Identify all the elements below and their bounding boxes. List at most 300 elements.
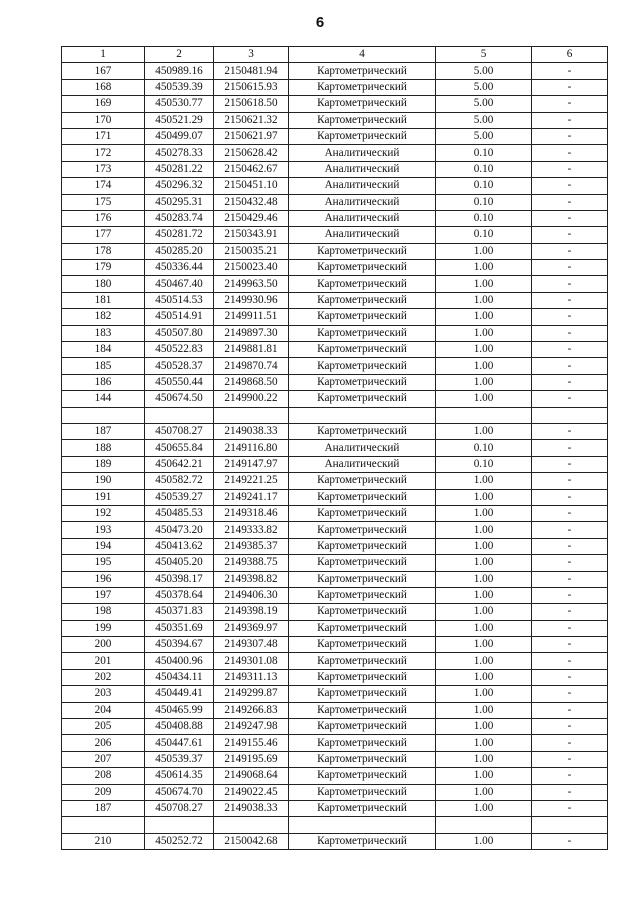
table-cell: 182 (62, 309, 145, 325)
table-cell: 0.10 (436, 178, 532, 194)
table-cell (214, 817, 289, 833)
table-cell: 169 (62, 96, 145, 112)
table-cell: Картометрический (289, 555, 436, 571)
table-cell: 5.00 (436, 79, 532, 95)
table-cell: - (532, 620, 608, 636)
table-cell: 2149266.83 (214, 702, 289, 718)
table-cell: Картометрический (289, 374, 436, 390)
table-cell: - (532, 178, 608, 194)
column-header: 5 (436, 47, 532, 63)
table-cell: 450467.40 (145, 276, 214, 292)
table-cell: 450351.69 (145, 620, 214, 636)
table-cell: Картометрический (289, 260, 436, 276)
table-cell: 2150451.10 (214, 178, 289, 194)
table-cell: 2149221.25 (214, 473, 289, 489)
table-cell: Картометрический (289, 522, 436, 538)
table-row (62, 669, 608, 685)
table-cell: - (532, 456, 608, 472)
table-row (62, 784, 608, 800)
table-row (62, 604, 608, 620)
table-cell: 450530.77 (145, 96, 214, 112)
table-cell: 175 (62, 194, 145, 210)
table-cell: 1.00 (436, 604, 532, 620)
table-cell: Картометрический (289, 604, 436, 620)
table-cell: 5.00 (436, 112, 532, 128)
table-cell: 2149911.51 (214, 309, 289, 325)
table-cell: 180 (62, 276, 145, 292)
table-cell: 1.00 (436, 325, 532, 341)
table-cell: 168 (62, 79, 145, 95)
table-cell: Картометрический (289, 702, 436, 718)
table-cell: 1.00 (436, 522, 532, 538)
table-row (62, 637, 608, 653)
table-cell: Картометрический (289, 489, 436, 505)
table-row (62, 505, 608, 521)
table-cell: - (532, 112, 608, 128)
table-cell: 0.10 (436, 145, 532, 161)
column-header: 4 (289, 47, 436, 63)
table-cell: Картометрический (289, 620, 436, 636)
table-cell: - (532, 686, 608, 702)
table-cell: - (532, 555, 608, 571)
table-cell: 2149881.81 (214, 342, 289, 358)
table-cell: 2150429.46 (214, 210, 289, 226)
table-cell: 171 (62, 128, 145, 144)
table-row (62, 178, 608, 194)
table-row (62, 342, 608, 358)
table-cell: Картометрический (289, 391, 436, 407)
table-cell: 450522.83 (145, 342, 214, 358)
table-cell (62, 407, 145, 423)
table-cell: 1.00 (436, 358, 532, 374)
table-cell: Картометрический (289, 719, 436, 735)
table-cell: 450278.33 (145, 145, 214, 161)
column-header: 1 (62, 47, 145, 63)
table-cell: 2149900.22 (214, 391, 289, 407)
table-cell: 2149038.33 (214, 423, 289, 439)
table-cell: Картометрический (289, 63, 436, 79)
coordinates-table (61, 46, 608, 850)
table-cell: - (532, 800, 608, 816)
table-cell: 2149868.50 (214, 374, 289, 390)
table-cell (289, 407, 436, 423)
table-cell: 2150628.42 (214, 145, 289, 161)
table-cell: Картометрический (289, 473, 436, 489)
table-cell: 450447.61 (145, 735, 214, 751)
table-cell: - (532, 391, 608, 407)
table-cell: 1.00 (436, 374, 532, 390)
table-row (62, 735, 608, 751)
table-cell: 2150618.50 (214, 96, 289, 112)
table-cell: Картометрический (289, 128, 436, 144)
table-cell: Картометрический (289, 423, 436, 439)
table-cell: 2149022.45 (214, 784, 289, 800)
table-cell: - (532, 128, 608, 144)
table-cell: 191 (62, 489, 145, 505)
table-cell: Картометрический (289, 112, 436, 128)
table-cell: Картометрический (289, 637, 436, 653)
table-row (62, 325, 608, 341)
table-cell: 2150621.32 (214, 112, 289, 128)
table-cell: - (532, 63, 608, 79)
table-cell (145, 407, 214, 423)
table-cell: - (532, 719, 608, 735)
page-number: 6 (315, 14, 325, 31)
table-row (62, 653, 608, 669)
table-cell: 2149388.75 (214, 555, 289, 571)
table-cell: - (532, 637, 608, 653)
table-row (62, 112, 608, 128)
table-cell: 450285.20 (145, 243, 214, 259)
table-cell: 450989.16 (145, 63, 214, 79)
table-cell: 209 (62, 784, 145, 800)
table-cell: 450528.37 (145, 358, 214, 374)
table-cell: - (532, 768, 608, 784)
table-cell: - (532, 96, 608, 112)
table-cell: 450514.91 (145, 309, 214, 325)
table-row (62, 145, 608, 161)
table-cell: 2149963.50 (214, 276, 289, 292)
table-cell: Картометрический (289, 653, 436, 669)
table-cell: 174 (62, 178, 145, 194)
table-cell: - (532, 505, 608, 521)
table-cell: 187 (62, 800, 145, 816)
table-cell: Картометрический (289, 735, 436, 751)
table-cell: - (532, 210, 608, 226)
table-cell: 172 (62, 145, 145, 161)
table-cell: 2149318.46 (214, 505, 289, 521)
column-header: 6 (532, 47, 608, 63)
table-cell: 200 (62, 637, 145, 653)
table-cell: Картометрический (289, 309, 436, 325)
table-cell: 5.00 (436, 63, 532, 79)
table-cell: - (532, 292, 608, 308)
table-cell: 1.00 (436, 391, 532, 407)
table-cell: Картометрический (289, 325, 436, 341)
table-cell: 1.00 (436, 555, 532, 571)
table-cell: Картометрический (289, 800, 436, 816)
table-cell: - (532, 522, 608, 538)
table-cell: Картометрический (289, 587, 436, 603)
table-cell: - (532, 194, 608, 210)
table-cell: 450434.11 (145, 669, 214, 685)
table-cell: 450371.83 (145, 604, 214, 620)
table-cell: 183 (62, 325, 145, 341)
table-row (62, 423, 608, 439)
table-cell: 450614.35 (145, 768, 214, 784)
table-row (62, 702, 608, 718)
table-cell: 2149369.97 (214, 620, 289, 636)
table-cell: 210 (62, 833, 145, 849)
table-cell: 179 (62, 260, 145, 276)
table-cell: 450674.70 (145, 784, 214, 800)
table-cell: - (532, 587, 608, 603)
table-cell: 450655.84 (145, 440, 214, 456)
table-cell: 201 (62, 653, 145, 669)
table-cell: Картометрический (289, 96, 436, 112)
table-body (62, 63, 608, 850)
table-cell: 2149241.17 (214, 489, 289, 505)
table-cell: Картометрический (289, 292, 436, 308)
table-cell: Картометрический (289, 751, 436, 767)
table-row (62, 79, 608, 95)
table-cell: Картометрический (289, 505, 436, 521)
table-row (62, 800, 608, 816)
table-cell: 167 (62, 63, 145, 79)
table-cell: 1.00 (436, 735, 532, 751)
table-row (62, 571, 608, 587)
table-cell: 2149299.87 (214, 686, 289, 702)
table-cell: Аналитический (289, 210, 436, 226)
table-row (62, 276, 608, 292)
table-cell: 450582.72 (145, 473, 214, 489)
table-cell: 1.00 (436, 702, 532, 718)
table-cell: 1.00 (436, 260, 532, 276)
table-cell: Картометрический (289, 784, 436, 800)
table-cell: 1.00 (436, 423, 532, 439)
table-cell: 1.00 (436, 719, 532, 735)
table-cell: Картометрический (289, 358, 436, 374)
table-cell: 450378.64 (145, 587, 214, 603)
table-cell: Картометрический (289, 571, 436, 587)
table-cell: 195 (62, 555, 145, 571)
table-cell: 450485.53 (145, 505, 214, 521)
table-cell: 197 (62, 587, 145, 603)
table-cell: 2149406.30 (214, 587, 289, 603)
table-cell: 450539.39 (145, 79, 214, 95)
table-cell: 0.10 (436, 210, 532, 226)
table-cell: 189 (62, 456, 145, 472)
table-cell: 1.00 (436, 620, 532, 636)
table-cell: Аналитический (289, 161, 436, 177)
table-cell: 450539.27 (145, 489, 214, 505)
table-cell: Картометрический (289, 768, 436, 784)
table-cell: 0.10 (436, 194, 532, 210)
table-cell: 1.00 (436, 637, 532, 653)
table-cell: 1.00 (436, 243, 532, 259)
table-cell: 1.00 (436, 276, 532, 292)
table-cell: - (532, 751, 608, 767)
table-cell (532, 817, 608, 833)
table-cell: 450398.17 (145, 571, 214, 587)
table-cell: - (532, 440, 608, 456)
table-row (62, 96, 608, 112)
table-cell: Картометрический (289, 833, 436, 849)
table-cell: 450413.62 (145, 538, 214, 554)
table-cell: 450642.21 (145, 456, 214, 472)
table-row (62, 210, 608, 226)
table-cell: - (532, 227, 608, 243)
table-row (62, 522, 608, 538)
table-cell: 1.00 (436, 309, 532, 325)
table-cell: 1.00 (436, 342, 532, 358)
table-row (62, 587, 608, 603)
table-cell: 205 (62, 719, 145, 735)
table-row (62, 440, 608, 456)
table-cell: 450539.37 (145, 751, 214, 767)
table-cell (436, 407, 532, 423)
table-cell: 450499.07 (145, 128, 214, 144)
table-row (62, 161, 608, 177)
table-cell: 2150432.48 (214, 194, 289, 210)
table-cell: - (532, 735, 608, 751)
table-row (62, 194, 608, 210)
table-cell: 192 (62, 505, 145, 521)
table-cell: - (532, 653, 608, 669)
table-cell: 450252.72 (145, 833, 214, 849)
table-cell: 0.10 (436, 161, 532, 177)
table-cell: 450473.20 (145, 522, 214, 538)
table-row (62, 751, 608, 767)
table-cell: 450400.96 (145, 653, 214, 669)
table-row (62, 243, 608, 259)
table-cell: 2149311.13 (214, 669, 289, 685)
table-cell: 199 (62, 620, 145, 636)
table-cell: - (532, 784, 608, 800)
table-cell: 450408.88 (145, 719, 214, 735)
table-cell: 1.00 (436, 751, 532, 767)
table-cell: 2149301.08 (214, 653, 289, 669)
table-cell: 450708.27 (145, 423, 214, 439)
table-cell: 206 (62, 735, 145, 751)
table-cell: - (532, 325, 608, 341)
table-cell: 450514.53 (145, 292, 214, 308)
table-cell: Картометрический (289, 276, 436, 292)
table-cell: - (532, 342, 608, 358)
table-cell: 1.00 (436, 833, 532, 849)
table-cell: 181 (62, 292, 145, 308)
table-cell: 2150462.67 (214, 161, 289, 177)
table-cell: 450507.80 (145, 325, 214, 341)
table-cell: 1.00 (436, 587, 532, 603)
table-cell: 450465.99 (145, 702, 214, 718)
table-cell: 2149116.80 (214, 440, 289, 456)
table-cell: - (532, 145, 608, 161)
table-cell: 184 (62, 342, 145, 358)
table-cell: 450521.29 (145, 112, 214, 128)
table-cell: 2149068.64 (214, 768, 289, 784)
table-cell: 2149038.33 (214, 800, 289, 816)
table-cell: 196 (62, 571, 145, 587)
table-cell (532, 407, 608, 423)
table-cell: 202 (62, 669, 145, 685)
table-cell: 450405.20 (145, 555, 214, 571)
table-cell: Картометрический (289, 342, 436, 358)
table-cell (289, 817, 436, 833)
table-cell (145, 817, 214, 833)
table-cell: 2150615.93 (214, 79, 289, 95)
table-cell: 208 (62, 768, 145, 784)
table-row (62, 768, 608, 784)
table-row (62, 227, 608, 243)
table-cell: - (532, 309, 608, 325)
table-cell: 185 (62, 358, 145, 374)
table-cell: - (532, 604, 608, 620)
table-cell: 176 (62, 210, 145, 226)
table-cell: - (532, 161, 608, 177)
table-cell: 177 (62, 227, 145, 243)
table-cell: 2150621.97 (214, 128, 289, 144)
table-cell: 1.00 (436, 489, 532, 505)
table-row (62, 358, 608, 374)
table-cell: 1.00 (436, 571, 532, 587)
table-cell: Аналитический (289, 440, 436, 456)
table-cell: 2149385.37 (214, 538, 289, 554)
table-cell: 5.00 (436, 96, 532, 112)
table-cell: 207 (62, 751, 145, 767)
table-cell: Аналитический (289, 456, 436, 472)
table-cell: 2150343.91 (214, 227, 289, 243)
table-cell: 2149307.48 (214, 637, 289, 653)
table-cell: 194 (62, 538, 145, 554)
table-cell: 2150481.94 (214, 63, 289, 79)
table-row (62, 128, 608, 144)
table-cell: 204 (62, 702, 145, 718)
table-cell: - (532, 669, 608, 685)
table-cell: 450674.50 (145, 391, 214, 407)
table-cell: 1.00 (436, 784, 532, 800)
table-cell: Картометрический (289, 243, 436, 259)
table-cell: 450708.27 (145, 800, 214, 816)
table-cell: 2150023.40 (214, 260, 289, 276)
table-cell: 144 (62, 391, 145, 407)
table-cell: - (532, 423, 608, 439)
table-cell: 1.00 (436, 653, 532, 669)
table-cell: Картометрический (289, 669, 436, 685)
table-cell: - (532, 489, 608, 505)
table-cell: 190 (62, 473, 145, 489)
table-cell: 1.00 (436, 800, 532, 816)
table-row (62, 833, 608, 849)
table-cell: - (532, 276, 608, 292)
table-cell: 1.00 (436, 538, 532, 554)
table-cell: 2150042.68 (214, 833, 289, 849)
table-cell: 2149195.69 (214, 751, 289, 767)
table-cell: 2149155.46 (214, 735, 289, 751)
table-cell: - (532, 473, 608, 489)
table-cell: 198 (62, 604, 145, 620)
blank-separator-row (62, 407, 608, 423)
table-row (62, 620, 608, 636)
table-row (62, 391, 608, 407)
table-header-row (62, 47, 608, 63)
table-cell: Картометрический (289, 79, 436, 95)
table-cell: 2149870.74 (214, 358, 289, 374)
table-cell: Аналитический (289, 194, 436, 210)
table-cell: 1.00 (436, 505, 532, 521)
table-row (62, 555, 608, 571)
table-cell: 450336.44 (145, 260, 214, 276)
table-cell: 2149930.96 (214, 292, 289, 308)
column-header: 2 (145, 47, 214, 63)
table-cell: Картометрический (289, 686, 436, 702)
table-cell: 450296.32 (145, 178, 214, 194)
table-cell: 2149398.82 (214, 571, 289, 587)
table-cell (436, 817, 532, 833)
table-cell: 0.10 (436, 440, 532, 456)
table-cell: 1.00 (436, 292, 532, 308)
table-cell (62, 817, 145, 833)
table-cell: Аналитический (289, 145, 436, 161)
table-cell: - (532, 79, 608, 95)
table-cell: 1.00 (436, 768, 532, 784)
table-cell: 5.00 (436, 128, 532, 144)
table-row (62, 686, 608, 702)
table-cell: 2149897.30 (214, 325, 289, 341)
table-cell: 1.00 (436, 669, 532, 685)
table-row (62, 456, 608, 472)
table-cell: - (532, 260, 608, 276)
